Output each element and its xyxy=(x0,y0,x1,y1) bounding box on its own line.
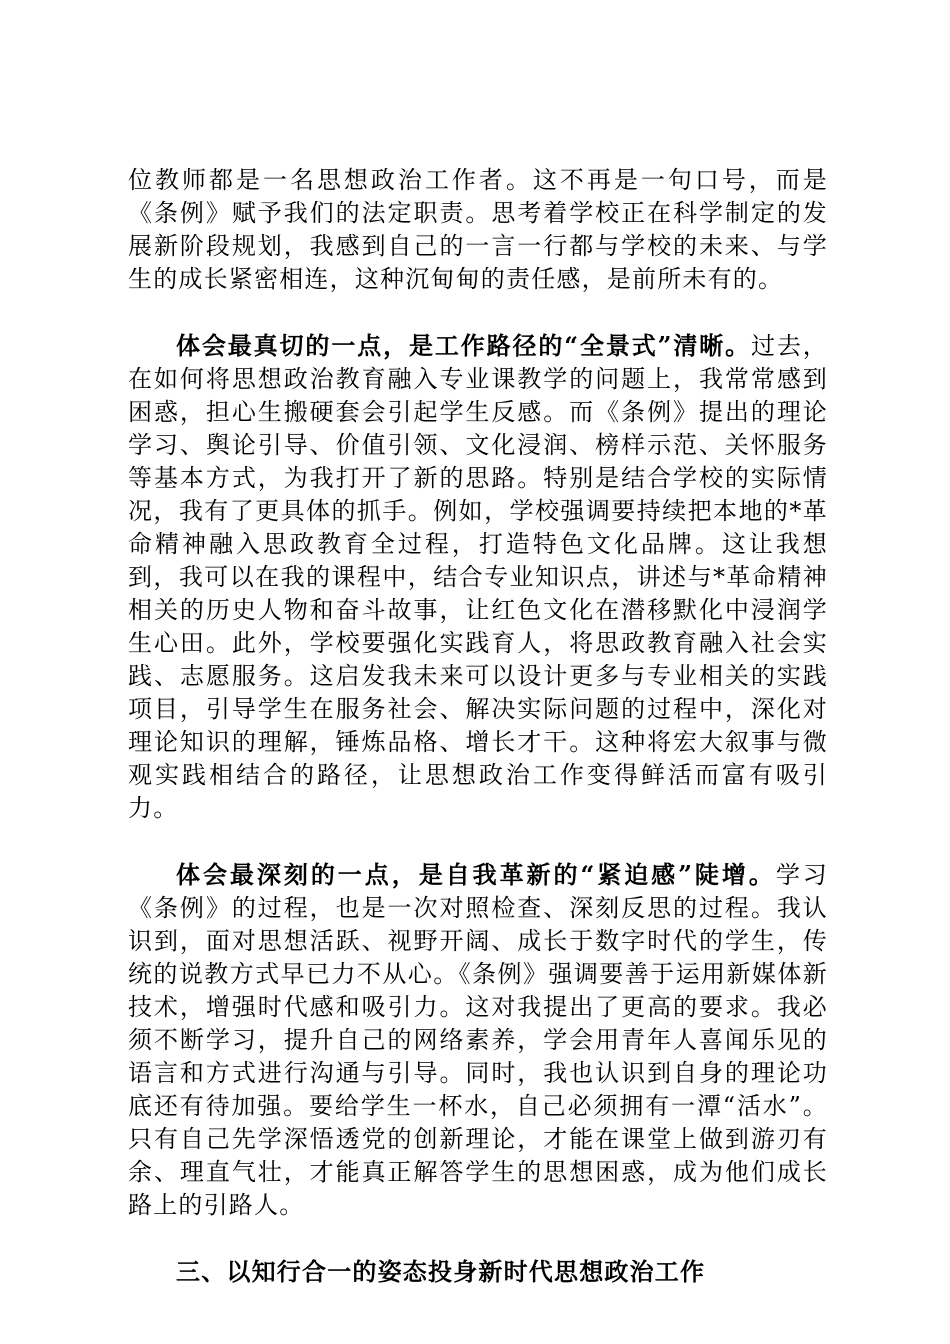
paragraph-3-body: 学习《条例》的过程，也是一次对照检查、深刻反思的过程。我认识到，面对思想活跃、视野开阔、成长于数字时代的学生，传统的说教方式早已力不从心。《条例》强调要善于运用新媒体新技术，增强时代感和吸引力。这对我提出了更高的要求。我必须不断学习，提升自己的网络素养，学会用青年人喜闻乐见的语言和方式进行沟通与引导。同时，我也认识到自身的理论功底还有待加强。要给学生一杯水，自己必须拥有一潭“活水”。只有自己先学深悟透党的创新理论，才能在课堂上做到游刃有余、理直气壮，才能真正解答学生的思想困惑，成为他们成长路上的引路人。 xyxy=(128,861,828,1219)
document-page xyxy=(128,164,828,1288)
paragraph-1: 位教师都是一名思想政治工作者。这不再是一句口号，而是《条例》赋予我们的法定职责。思考着学校正在科学制定的发展新阶段规划，我感到自己的一言一行都与学校的未来、与学生的成长紧密相连，这种沉甸甸的责任感，是前所未有的。 xyxy=(128,166,828,293)
section-heading: 三、以知行合一的姿态投身新时代思想政治工作 xyxy=(176,1257,706,1286)
paragraph-2-body: 过去，在如何将思想政治教育融入专业课教学的问题上，我常常感到困惑，担心生搬硬套会引起学生反感。而《条例》提出的理论学习、舆论引导、价值引领、文化浸润、榜样示范、关怀服务等基本方式，为我打开了新的思路。特别是结合学校的实际情况，我有了更具体的抓手。例如，学校强调要持续把本地的*革命精神融入思政教育全过程，打造特色文化品牌。这让我想到，我可以在我的课程中，结合专业知识点，讲述与*革命精神相关的历史人物和奋斗故事，让红色文化在潜移默化中浸润学生心田。此外，学校要强化实践育人，将思政教育融入社会实践、志愿服务。这启发我未来可以设计更多与专业相关的实践项目，引导学生在服务社会、解决实际问题的过程中，深化对理论知识的理解，锤炼品格、增长才干。这种将宏大叙事与微观实践相结合的路径，让思想政治工作变得鲜活而富有吸引力。 xyxy=(128,332,828,822)
paragraph-3-lead: 体会最深刻的一点，是自我革新的“紧迫感”陡增。 xyxy=(176,860,776,889)
paragraph-3 xyxy=(128,858,828,1222)
paragraph-2-lead: 体会最真切的一点，是工作路径的“全景式”清晰。 xyxy=(176,331,752,360)
paragraph-2 xyxy=(128,329,828,825)
